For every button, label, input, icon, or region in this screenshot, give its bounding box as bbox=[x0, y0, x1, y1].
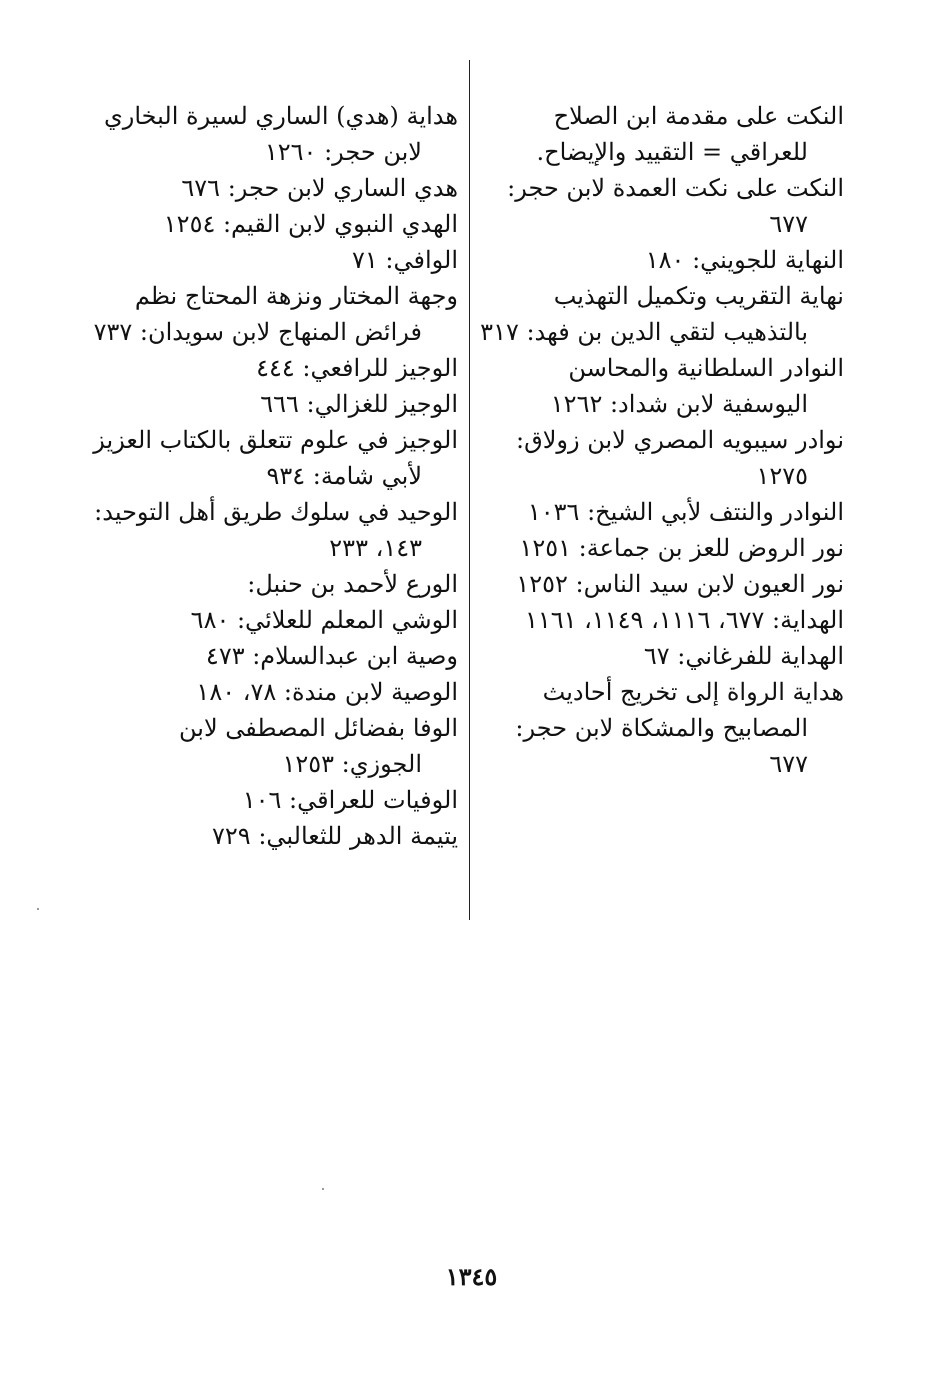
scan-speck bbox=[37, 908, 39, 910]
index-column-left bbox=[92, 98, 458, 854]
index-entry: الوجيز للرافعي: ٤٤٤ bbox=[256, 354, 458, 382]
index-entry: الهدي النبوي لابن القيم: ١٢٥٤ bbox=[163, 210, 458, 238]
index-entry: الوجيز للغزالي: ٦٦٦ bbox=[260, 390, 458, 418]
index-entry: الوشي المعلم للعلائي: ٦٨٠ bbox=[190, 606, 458, 634]
index-entry: وجهة المختار ونزهة المحتاج نظم فرائض المنهاج لابن سويدان: ٧٣٧ bbox=[93, 282, 458, 346]
index-entry: الهداية للفرغاني: ٦٧ bbox=[643, 642, 844, 670]
index-entry: الوفا بفضائل المصطفى لابن الجوزي: ١٢٥٣ bbox=[179, 714, 458, 778]
index-entry: الوفيات للعراقي: ١٠٦ bbox=[242, 786, 458, 814]
index-entry: النوادر السلطانية والمحاسن اليوسفية لابن شداد: ١٢٦٢ bbox=[550, 354, 844, 418]
column-divider bbox=[469, 60, 470, 920]
index-entry: الوجيز في علوم تتعلق بالكتاب العزيز لأبي شامة: ٩٣٤ bbox=[93, 426, 458, 490]
index-entry: نهاية التقريب وتكميل التهذيب بالتذهيب لتقي الدين بن فهد: ٣١٧ bbox=[480, 282, 844, 346]
page-number: ١٣٤٥ bbox=[445, 1262, 498, 1291]
index-entry: الوصية لابن مندة: ٧٨، ١٨٠ bbox=[196, 678, 458, 706]
index-entry: نور العيون لابن سيد الناس: ١٢٥٢ bbox=[516, 570, 844, 598]
index-entry: هدي الساري لابن حجر: ٦٧٦ bbox=[181, 174, 458, 202]
index-entry: الورع لأحمد بن حنبل: bbox=[247, 570, 458, 598]
index-entry: النهاية للجويني: ١٨٠ bbox=[645, 246, 844, 274]
index-entry: النوادر والنتف لأبي الشيخ: ١٠٣٦ bbox=[527, 498, 844, 526]
index-entry: الهداية: ٦٧٧، ١١١٦، ١١٤٩، ١١٦١ bbox=[524, 606, 844, 634]
index-entry: النكت على نكت العمدة لابن حجر: ٦٧٧ bbox=[507, 174, 844, 238]
index-entry: النكت على مقدمة ابن الصلاح للعراقي = التقييد والإيضاح. bbox=[536, 102, 844, 166]
index-entry: نوادر سيبويه المصري لابن زولاق: ١٢٧٥ bbox=[516, 426, 844, 490]
index-entry: يتيمة الدهر للثعالبي: ٧٢٩ bbox=[212, 822, 458, 850]
index-entry: هداية (هدي) الساري لسيرة البخاري لابن حجر: ١٢٦٠ bbox=[103, 102, 458, 166]
index-entry: الوحيد في سلوك طريق أهل التوحيد: ١٤٣، ٢٣٣ bbox=[94, 498, 458, 562]
index-entry: نور الروض للعز بن جماعة: ١٢٥١ bbox=[519, 534, 844, 562]
index-entry: الوافي: ٧١ bbox=[351, 246, 458, 274]
index-entry: وصية ابن عبدالسلام: ٤٧٣ bbox=[205, 642, 458, 670]
index-entry: هداية الرواة إلى تخريج أحاديث المصابيح والمشكاة لابن حجر: ٦٧٧ bbox=[515, 678, 844, 778]
index-column-right bbox=[478, 98, 844, 782]
scan-speck bbox=[322, 1188, 324, 1190]
